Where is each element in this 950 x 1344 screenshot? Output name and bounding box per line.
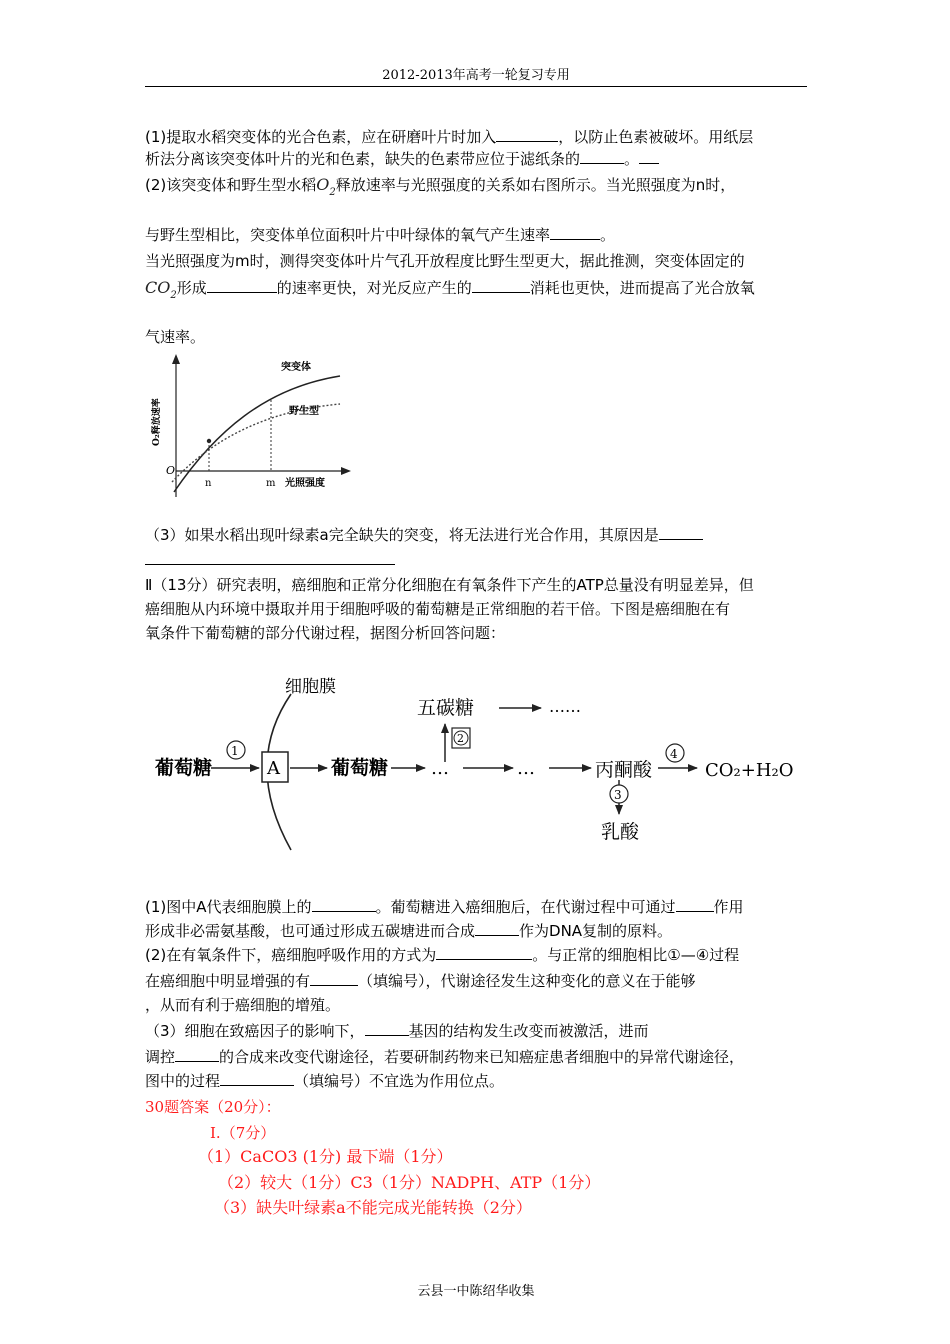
p2-q3-text-d: 的合成来改变代谢途径，若要研制药物来已知癌症患者细胞中的异常代谢途径，: [219, 1048, 745, 1066]
q2-text-b: 释放速率与光照强度的关系如右图所示。当光照强度为n时，: [335, 176, 736, 194]
legend-wild-type: 野生型: [289, 406, 319, 417]
q2-text-e: 形成: [176, 279, 207, 297]
x-axis-arrow-icon: [341, 467, 351, 475]
o2-rate-graph: [145, 352, 360, 522]
membrane-label: 细胞膜: [285, 677, 336, 697]
dots2-label: …: [517, 758, 535, 779]
p2-q2-text-b: 。与正常的细胞相比①—④过程: [532, 946, 740, 964]
dots1-label: …: [431, 758, 449, 779]
page-footer: 云县一中陈绍华收集: [417, 1284, 535, 1299]
answers-section: I.（7分）: [210, 1124, 276, 1142]
part2-intro-line3: 氧条件下葡萄糖的部分代谢过程，据图分析回答问题：: [145, 624, 506, 642]
p2-q1-line1: [145, 896, 810, 918]
lactate-label: 乳酸: [601, 821, 640, 843]
x-axis-label: 光照强度: [285, 478, 325, 489]
answer-blank-reason-part2[interactable]: [145, 564, 395, 565]
q2-text-a: (2)该突变体和野生型水稻: [145, 176, 317, 194]
q2-line4: [145, 277, 810, 307]
answer-blank-carrier[interactable]: [312, 896, 376, 912]
p2-q3-line1: [145, 1020, 810, 1042]
q1-line1: [145, 126, 810, 148]
legend-mutant: 突变体: [281, 362, 311, 373]
part2-intro-line2: 癌细胞从内环境中摄取并用于细胞呼吸的葡萄糖是正常细胞的若干倍。下图是癌细胞在有: [145, 600, 731, 618]
step2-number: 2: [457, 732, 464, 745]
answer-blank-gene[interactable]: [365, 1020, 409, 1036]
q1-text-a: (1)提取水稻突变体的光合色素，应在研磨叶片时加入: [145, 128, 497, 146]
q2-text-f: 的速率更快，对光反应产生的: [276, 279, 472, 297]
q2-text-g: 消耗也更快，进而提高了光合放氧: [529, 279, 755, 297]
answer-blank-c3-formation[interactable]: [207, 277, 277, 293]
answer-blank-light-products[interactable]: [472, 277, 530, 293]
p2-q1-text-a: (1)图中A代表细胞膜上的: [145, 898, 312, 916]
pentose-label: 五碳糖: [417, 697, 475, 719]
co2-formula: $CO_2$: [145, 278, 177, 301]
answer-blank-pigment-protector[interactable]: [496, 126, 558, 142]
p2-q1-text-e: 作为DNA复制的原料。: [519, 922, 673, 940]
p2-q3-text-b: 基因的结构发生改变而被激活，进而: [408, 1022, 649, 1040]
p2-q2-line1: [145, 944, 810, 966]
p2-q2-text-c: 在癌细胞中明显增强的有: [145, 972, 311, 990]
step4-number: 4: [670, 747, 678, 761]
p2-q3-text-c: 调控: [145, 1048, 176, 1066]
answer-blank-reason-part1[interactable]: [659, 524, 703, 540]
answer-blank-band-position[interactable]: [580, 148, 624, 164]
q3-line: [145, 524, 810, 546]
p2-q1-text-b: 。葡萄糖进入癌细胞后，在代谢过程中可通过: [375, 898, 676, 916]
p2-q2-line2: [145, 970, 810, 992]
q2-line3: 当光照强度为m时，测得突变体叶片气孔开放程度比野生型更大，据此推测，突变体固定的: [145, 252, 745, 270]
q1-text-b: ，以防止色素被破坏。用纸层: [558, 128, 754, 146]
q3-text: （3）如果水稻出现叶绿素a完全缺失的突变，将无法进行光合作用，其原因是: [145, 526, 659, 544]
origin-label: O: [166, 464, 176, 477]
q2-line2: [145, 224, 810, 246]
p2-q2-line3: ，从而有利于癌细胞的增殖。: [145, 996, 341, 1014]
answer-blank-o2-rate[interactable]: [550, 224, 600, 240]
q2-text-d: 。: [600, 226, 616, 244]
answer-1: （1）CaCO3 (1分) 最下端（1分）: [198, 1147, 453, 1166]
p2-q2-text-a: (2)在有氧条件下，癌细胞呼吸作用的方式为: [145, 946, 437, 964]
answer-blank-respiration-type[interactable]: [436, 944, 532, 960]
p2-q2-text-d: （填编号），代谢途径发生这种变化的意义在于能够: [358, 972, 696, 990]
part2-intro-line1: Ⅱ（13分）研究表明，癌细胞和正常分化细胞在有氧条件下产生的ATP总量没有明显差异，但: [145, 576, 754, 594]
p2-q3-text-e: 图中的过程: [145, 1072, 221, 1090]
q2-text-c: 与野生型相比，突变体单位面积叶片中叶绿体的氧气产生速率: [145, 226, 551, 244]
glucose-inside-label: 葡萄糖: [331, 757, 389, 779]
answers-title: 30题答案（20分）：: [145, 1098, 281, 1116]
q2-line5: 气速率。: [145, 328, 206, 346]
metabolism-diagram: [145, 662, 815, 862]
dots3-label: ……: [549, 697, 581, 716]
y-axis-arrow-icon: [172, 354, 180, 364]
p2-q3-text-f: （填编号）不宜选为作用位点。: [294, 1072, 505, 1090]
p2-q3-text-a: （3）细胞在致癌因子的影响下，: [145, 1022, 365, 1040]
o2-formula: $O_2$: [316, 175, 336, 198]
step3-number: 3: [614, 788, 622, 802]
p2-q3-line2: [145, 1046, 810, 1068]
q1-text-d: 。: [624, 150, 640, 168]
p2-q1-line2: [145, 920, 810, 942]
p2-q3-line3: [145, 1070, 810, 1092]
page-header: 2012-2013年高考一轮复习专用: [382, 68, 570, 83]
blank-underline-tail: [639, 148, 659, 164]
q1-line2: [145, 148, 810, 170]
answer-2: （2）较大（1分）C3（1分）NADPH、ATP（1分）: [218, 1173, 601, 1192]
p2-q1-text-d: 形成非必需氨基酸，也可通过形成五碳塘进而合成: [145, 922, 476, 940]
transporter-a-label: A: [267, 758, 280, 779]
answer-blank-target-steps[interactable]: [220, 1070, 294, 1086]
answer-blank-enzyme[interactable]: [175, 1046, 219, 1062]
answer-blank-enhanced-steps[interactable]: [310, 970, 358, 986]
products-label: CO₂+H₂O: [705, 760, 794, 781]
tick-n-label: n: [205, 478, 212, 489]
pyruvate-label: 丙酮酸: [595, 759, 653, 781]
y-axis-label: O₂释放速率: [152, 398, 162, 446]
mutant-curve: [174, 376, 340, 492]
q2-line1: [145, 174, 810, 204]
glucose-outside-label: 葡萄糖: [155, 757, 213, 779]
header-rule: [145, 86, 807, 87]
answer-blank-dna-raw-material[interactable]: [475, 920, 519, 936]
q1-text-c: 析法分离该突变体叶片的光和色素，缺失的色素带应位于滤纸条的: [145, 150, 581, 168]
tick-m-label: m: [266, 478, 276, 489]
answer-3: （3）缺失叶绿素a不能完成光能转换（2分）: [214, 1198, 532, 1217]
p2-q1-text-c: 作用: [713, 898, 744, 916]
answer-blank-transamination[interactable]: [676, 896, 714, 912]
step1-number: 1: [231, 744, 239, 758]
